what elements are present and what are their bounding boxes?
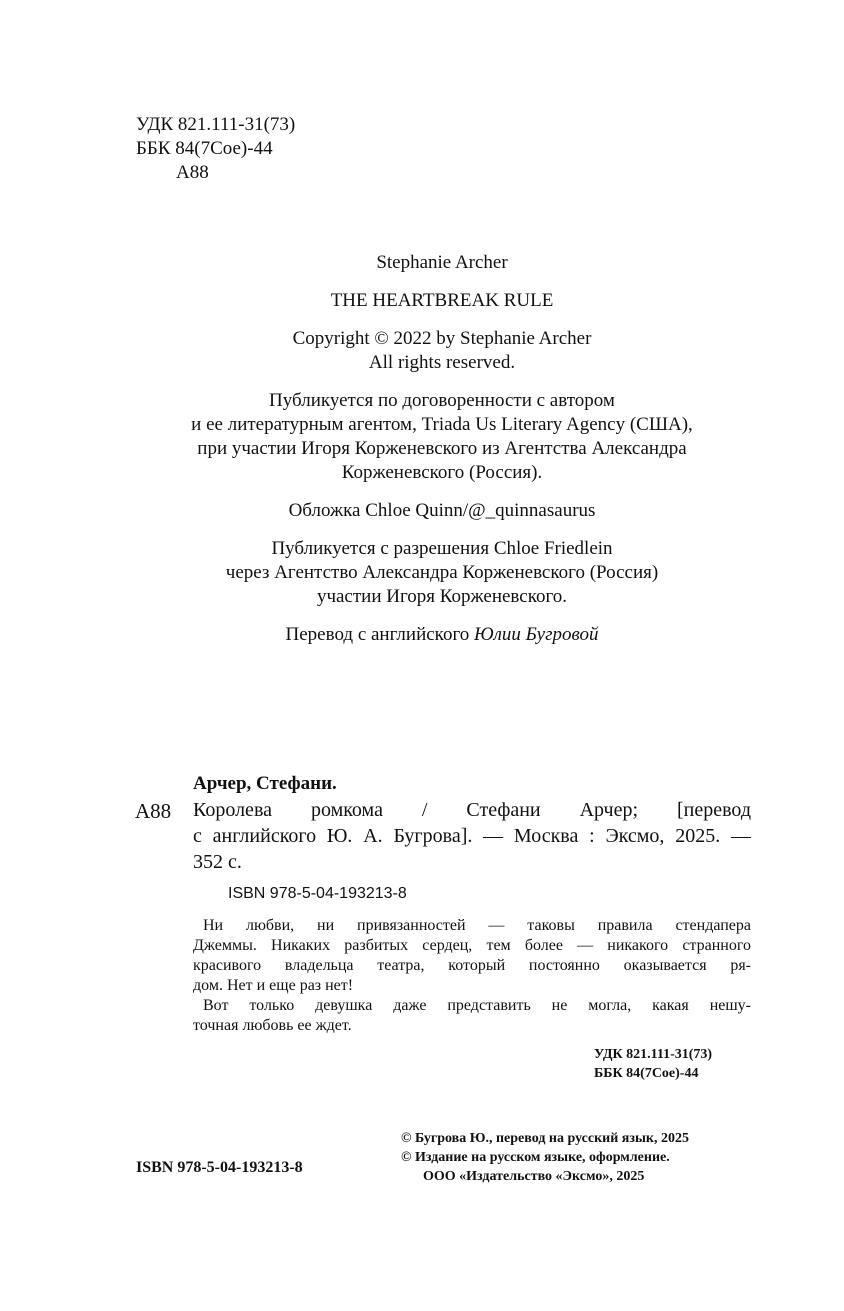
- agreement-line: при участии Игоря Корженевского из Агентства Александра: [197, 438, 687, 459]
- annotation-line: дом. Нет и еще раз нет!: [193, 977, 354, 994]
- translation-credit: [100, 623, 784, 647]
- annotation-line: Джеммы. Никаких разбитых сердец, тем более — никакого странного: [193, 937, 751, 954]
- cover-credit: Обложка Chloe Quinn/@_quinnasaurus: [288, 500, 596, 521]
- annotation-line: Вот только девушка даже представить не могла, какая нешу-: [203, 997, 751, 1014]
- agreement-notice: [100, 389, 784, 485]
- bottom-bbk: ББК 84(7Сое)-44: [594, 1066, 699, 1081]
- credits-block: [100, 251, 784, 661]
- copyright-line: © Издание на русском языке, оформление.: [401, 1150, 670, 1165]
- permission-line: Публикуется с разрешения Chloe Friedlein: [271, 538, 613, 559]
- annotation-line: красивого владельца театра, который постоянно оказывается ря-: [193, 957, 751, 974]
- annotation: [193, 916, 751, 1036]
- bottom-classification: [594, 1045, 712, 1083]
- permission-line: участии Игоря Корженевского.: [316, 586, 568, 607]
- biblio-line: с английского Ю. А. Бугрова]. — Москва : Эксмо, 2025. —: [193, 825, 751, 847]
- udk-code: УДК 821.111-31(73): [136, 114, 296, 135]
- copyright-line: Copyright © 2022 by Stephanie Archer: [292, 328, 592, 349]
- permission-line: через Агентство Александра Корженевского (Россия): [225, 562, 659, 583]
- annotation-line: точная любовь ее ждет.: [193, 1017, 352, 1034]
- rights-line: All rights reserved.: [368, 352, 516, 373]
- biblio-description: [193, 797, 751, 875]
- footer-isbn: ISBN 978-5-04-193213-8: [136, 1159, 303, 1176]
- original-title: THE HEARTBREAK RULE: [330, 290, 554, 311]
- original-copyright: [100, 327, 784, 375]
- biblio-isbn: ISBN 978-5-04-193213-8: [228, 885, 407, 902]
- original-author: Stephanie Archer: [376, 252, 508, 273]
- biblio-line: Королева ромкома / Стефани Арчер; [перевод: [193, 799, 751, 821]
- translation-prefix: Перевод с английского: [285, 624, 475, 645]
- agreement-line: Публикуется по договоренности с автором: [269, 390, 615, 411]
- russian-copyright: [401, 1129, 689, 1186]
- bbk-code: ББК 84(7Сое)-44: [136, 138, 273, 159]
- annotation-line: Ни любви, ни привязанностей — таковы правила стендапера: [203, 917, 751, 934]
- translator-name: Юлии Бугровой: [474, 624, 599, 645]
- agreement-line: и ее литературным агентом, Triada Us Literary Agency (США),: [191, 414, 693, 435]
- permission-notice: [100, 537, 784, 609]
- biblio-line: 352 с.: [193, 851, 242, 873]
- classification-codes: [136, 113, 295, 185]
- copyright-line: © Бугрова Ю., перевод на русский язык, 2025: [401, 1131, 689, 1146]
- copyright-line: ООО «Издательство «Эксмо», 2025: [423, 1169, 645, 1184]
- biblio-code: А88: [135, 799, 172, 823]
- bottom-udk: УДК 821.111-31(73): [594, 1047, 713, 1062]
- biblio-author-heading: Арчер, Стефани.: [193, 773, 337, 794]
- author-mark: А88: [176, 162, 209, 183]
- agreement-line: Корженевского (Россия).: [341, 462, 543, 483]
